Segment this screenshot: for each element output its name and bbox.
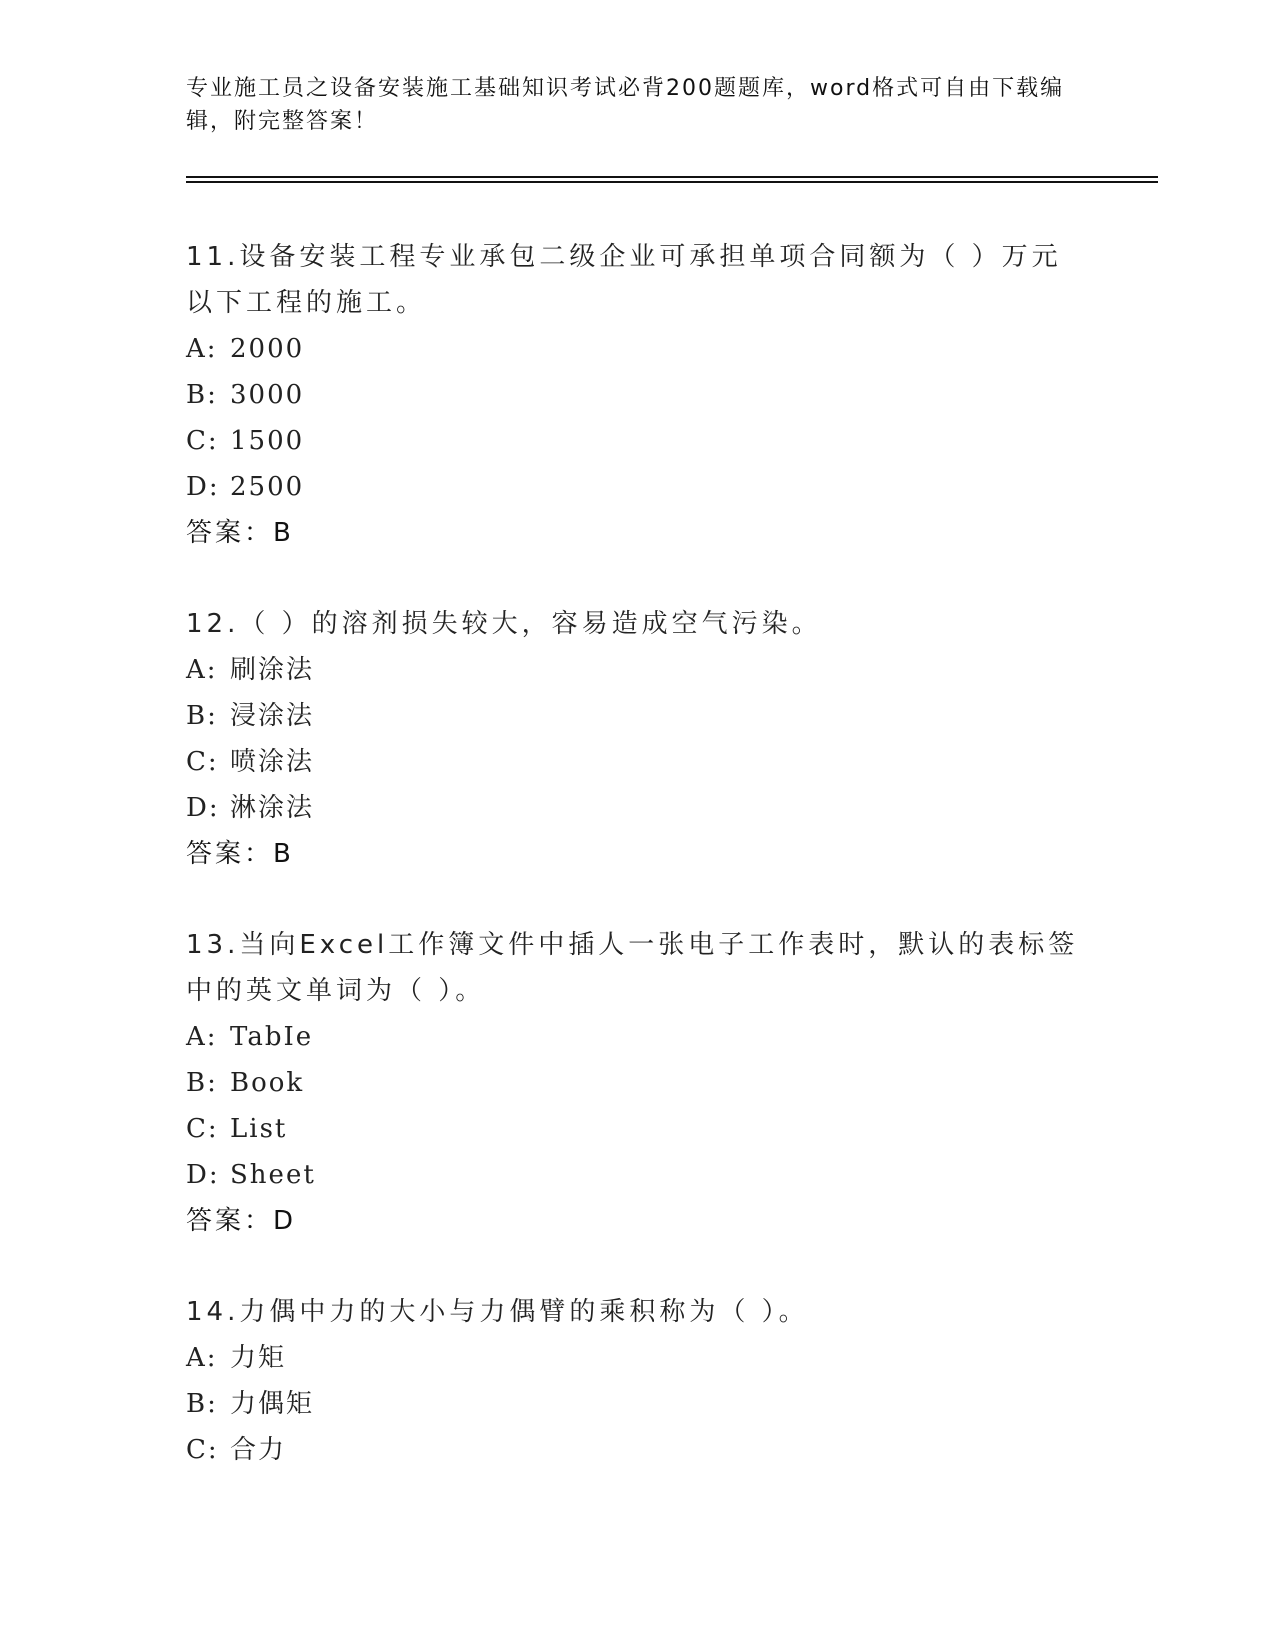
option-text: 3000 [230, 380, 305, 410]
option-text: 刷涂法 [230, 655, 315, 685]
option-letter: A: [186, 334, 218, 364]
option-letter: A: [186, 1343, 218, 1373]
option-a [186, 1014, 1086, 1060]
option-letter: C: [186, 1435, 219, 1465]
option-letter: B: [186, 1389, 218, 1419]
option-d [186, 785, 1086, 831]
question-13 [186, 922, 1086, 1244]
option-c [186, 1106, 1086, 1152]
option-letter: C: [186, 747, 219, 777]
option-text: 淋涂法 [230, 793, 315, 823]
option-text: 2000 [230, 334, 305, 364]
option-a [186, 647, 1086, 693]
option-b [186, 1060, 1086, 1106]
answer-label: 答案：B [186, 839, 294, 869]
option-text: TabIe [230, 1022, 314, 1052]
question-12 [186, 601, 1086, 877]
question-text: 11.设备安装工程专业承包二级企业可承担单项合同额为（ ）万元以下工程的施工。 [186, 242, 1062, 318]
option-a [186, 1335, 1086, 1381]
document-header: 专业施工员之设备安装施工基础知识考试必背200题题库，word格式可自由下载编辑，附完整答案！ [186, 76, 1065, 134]
option-c [186, 1427, 1086, 1473]
question-14 [186, 1289, 1086, 1473]
option-letter: C: [186, 426, 219, 456]
question-text: 12.（ ）的溶剂损失较大，容易造成空气污染。 [186, 609, 822, 639]
option-letter: B: [186, 701, 218, 731]
question-list [186, 234, 1086, 1518]
option-a [186, 326, 1086, 372]
option-text: 1500 [230, 426, 305, 456]
option-letter: B: [186, 1068, 218, 1098]
option-letter: A: [186, 1022, 218, 1052]
option-letter: A: [186, 655, 218, 685]
option-text: 力矩 [230, 1343, 287, 1373]
header-divider-bottom [186, 181, 1158, 183]
header-divider-top [186, 176, 1158, 178]
option-b [186, 372, 1086, 418]
option-text: 喷涂法 [230, 747, 315, 777]
option-text: 合力 [230, 1435, 287, 1465]
option-c [186, 739, 1086, 785]
option-letter: B: [186, 380, 218, 410]
option-text: 浸涂法 [230, 701, 315, 731]
answer-label: 答案：D [186, 1206, 297, 1236]
option-d [186, 464, 1086, 510]
option-letter: D: [186, 472, 220, 502]
question-11 [186, 234, 1086, 556]
option-d [186, 1152, 1086, 1198]
option-letter: D: [186, 793, 220, 823]
option-text: List [230, 1114, 288, 1144]
option-text: Book [230, 1068, 305, 1098]
option-letter: C: [186, 1114, 219, 1144]
option-text: 2500 [230, 472, 305, 502]
option-letter: D: [186, 1160, 220, 1190]
option-c [186, 418, 1086, 464]
option-b [186, 693, 1086, 739]
option-text: Sheet [230, 1160, 316, 1190]
option-b [186, 1381, 1086, 1427]
answer-label: 答案：B [186, 518, 294, 548]
option-text: 力偶矩 [230, 1389, 315, 1419]
question-text: 14.力偶中力的大小与力偶臂的乘积称为（ ）。 [186, 1297, 809, 1327]
question-text: 13.当向Excel工作簿文件中插人一张电子工作表时，默认的表标签中的英文单词为（ ）。 [186, 930, 1079, 1006]
